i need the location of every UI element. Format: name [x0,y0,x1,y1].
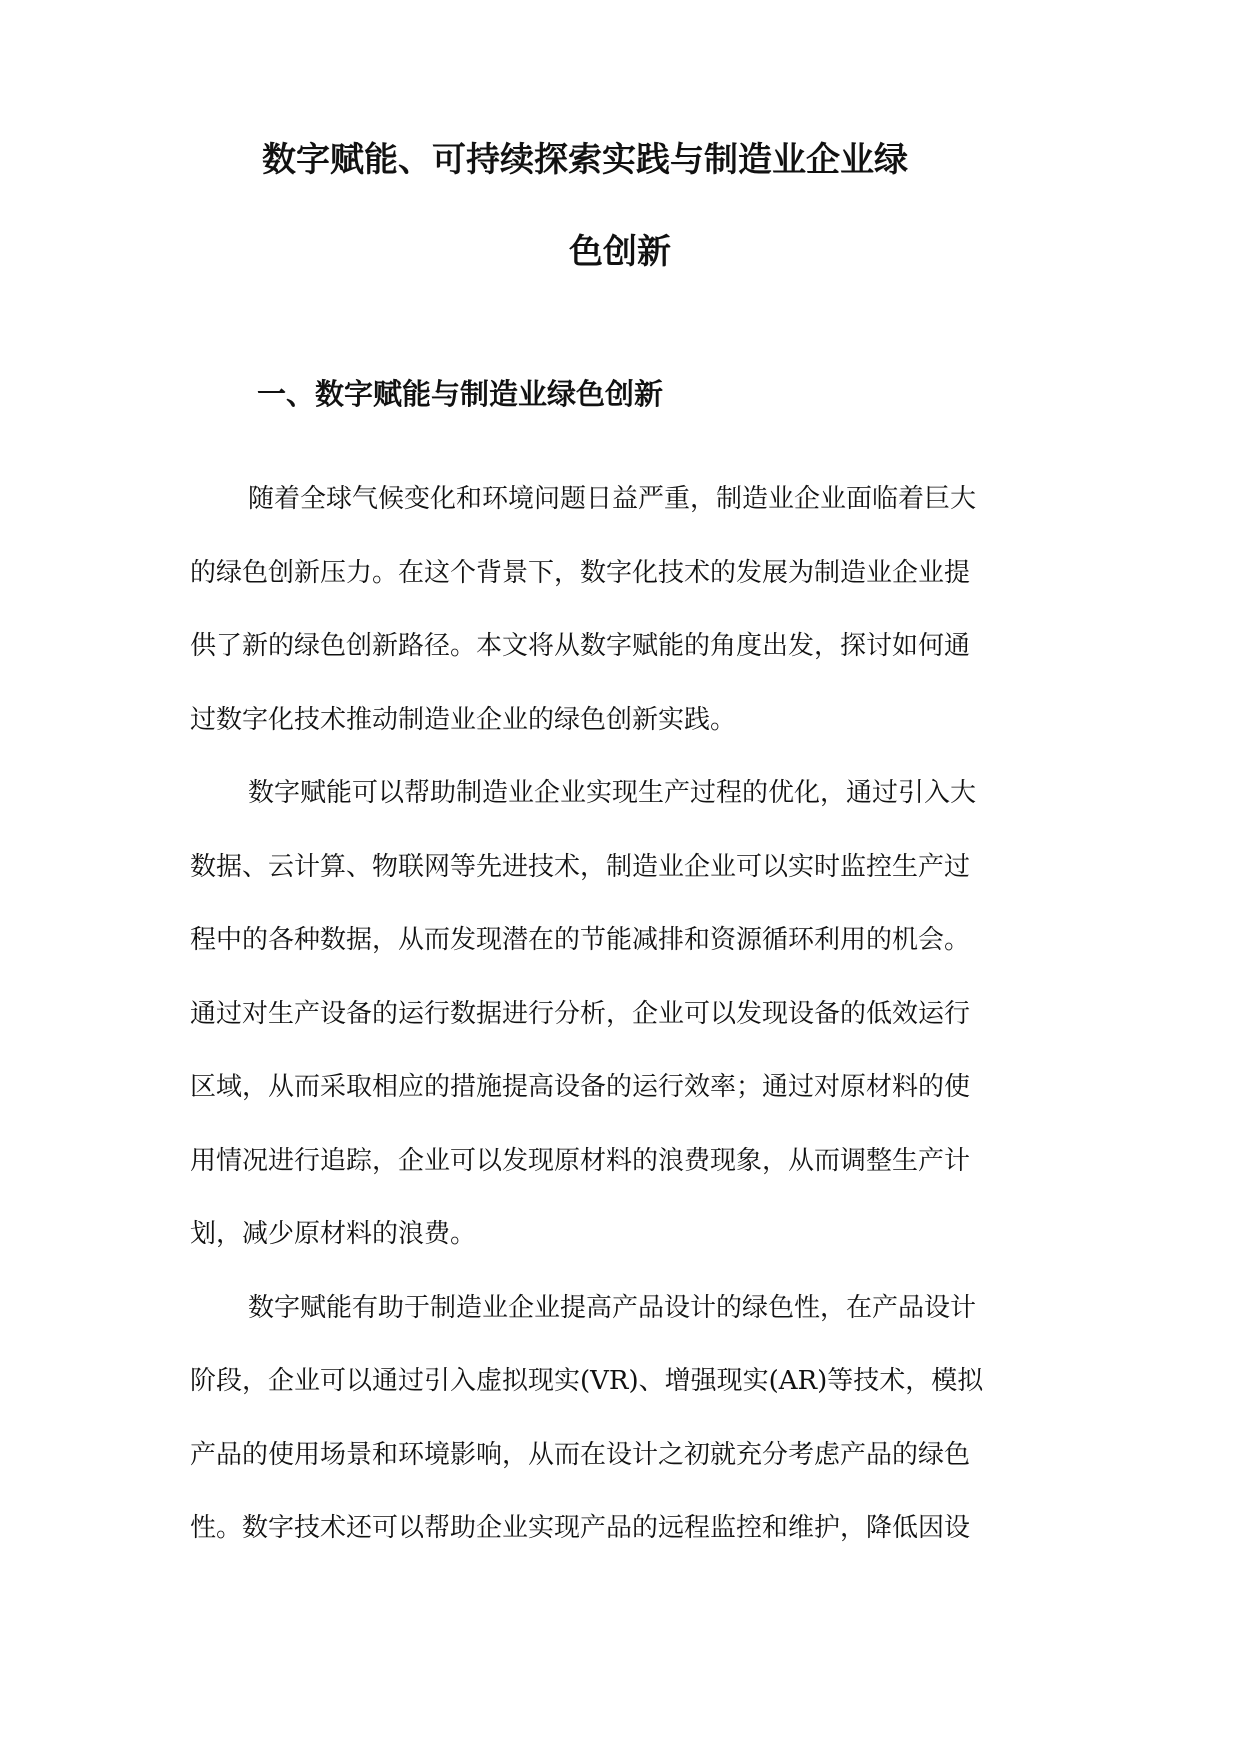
paragraph-line: 划，减少原材料的浪费。 [190,1219,477,1249]
paragraph-line: 阶段，企业可以通过引入虚拟现实(VR)、增强现实(AR)等技术，模拟 [190,1366,984,1396]
paragraph-line: 过数字化技术推动制造业企业的绿色创新实践。 [190,704,737,735]
paragraph-line: 产品的使用场景和环境影响，从而在设计之初就充分考虑产品的绿色 [190,1439,971,1470]
document-body [190,463,1060,1566]
paragraph-line: 程中的各种数据，从而发现潜在的节能减排和资源循环利用的机会。 [190,925,971,955]
document-title [190,140,1050,272]
paragraph-line: 性。数字技术还可以帮助企业实现产品的远程监控和维护，降低因设 [190,1513,971,1543]
paragraph-line: 用情况进行追踪，企业可以发现原材料的浪费现象，从而调整生产计 [190,1145,971,1176]
paragraph-line: 随着全球气候变化和环境问题日益严重，制造业企业面临着巨大 [248,484,977,514]
paragraph-2 [190,757,1060,1272]
paragraph-3 [190,1272,1060,1566]
paragraph-line: 的绿色创新压力。在这个背景下，数字化技术的发展为制造业企业提 [190,557,971,588]
paragraph-line: 数字赋能可以帮助制造业企业实现生产过程的优化，通过引入大 [248,778,977,808]
paragraph-line: 数字赋能有助于制造业企业提高产品设计的绿色性，在产品设计 [248,1292,977,1323]
title-line-2: 色创新 [569,232,671,272]
section-heading: 一、数字赋能与制造业绿色创新 [257,377,664,411]
paragraph-line: 数据、云计算、物联网等先进技术，制造业企业可以实时监控生产过 [190,851,971,882]
paragraph-line: 供了新的绿色创新路径。本文将从数字赋能的角度出发，探讨如何通 [190,631,971,661]
paragraph-line: 区域，从而采取相应的措施提高设备的运行效率；通过对原材料的使 [190,1072,971,1102]
paragraph-line: 通过对生产设备的运行数据进行分析，企业可以发现设备的低效运行 [190,998,971,1029]
paragraph-1 [190,463,1060,757]
title-line-1: 数字赋能、可持续探索实践与制造业企业绿 [262,140,908,180]
